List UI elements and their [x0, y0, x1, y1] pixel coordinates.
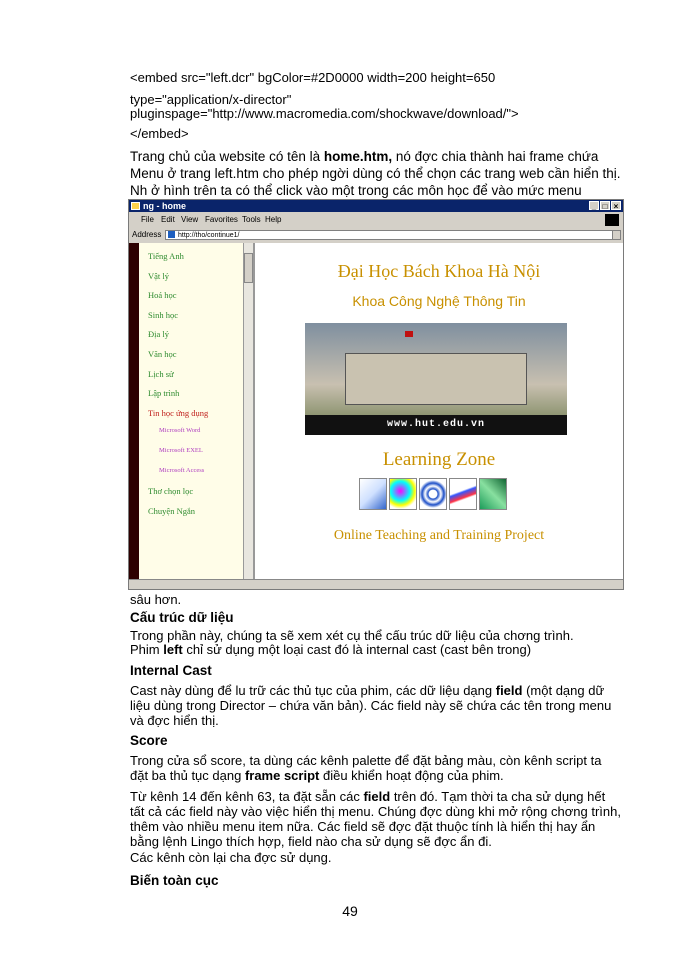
- sec3-paragraph-1: [130, 753, 622, 783]
- right-content-frame: [253, 243, 623, 580]
- address-url: http://tho/continue1/: [178, 232, 240, 239]
- intro-paragraph: [130, 148, 622, 199]
- nav-item[interactable]: Chuyện Ngắn: [148, 505, 195, 516]
- frame-dark-bar: [129, 243, 139, 580]
- browser-screenshot: [128, 199, 624, 590]
- sec3-p1-pre: Trong cửa sổ score, ta dùng các kênh palette để đặt bảng màu, còn kênh script ta đặt ba thủ tục dạng: [130, 753, 602, 783]
- page-number: 49: [342, 903, 358, 919]
- menu-tools: Tools: [242, 215, 261, 224]
- ie-icon: [131, 202, 140, 210]
- nav-item[interactable]: Tin học ứng dụng: [148, 407, 209, 418]
- browser-title: ng - home: [143, 201, 186, 211]
- sec1-line-1: Trong phần này, chúng ta sẽ xem xét cụ thể cấu trúc dữ liệu của chơng trình.: [130, 628, 574, 643]
- sec3-p1-post: điều khiển hoạt động của phim.: [319, 768, 504, 783]
- nav-item[interactable]: Văn học: [148, 349, 177, 359]
- maximize-icon: □: [600, 201, 610, 210]
- photo-url-caption: www.hut.edu.vn: [305, 415, 567, 435]
- menu-favorites: Favorites: [205, 215, 238, 224]
- nav-item[interactable]: Sinh học: [148, 309, 178, 320]
- learning-zone-title: Learning Zone: [382, 449, 496, 470]
- minimize-icon: _: [589, 201, 599, 210]
- chart-icon: [479, 478, 507, 510]
- browser-menubar: [129, 212, 623, 228]
- code-line-3: pluginspage="http://www.macromedia.com/shockwave/download/">: [130, 106, 519, 121]
- project-title: Online Teaching and Training Project: [333, 528, 545, 543]
- address-field: [165, 230, 613, 240]
- menu-view: View: [181, 215, 199, 224]
- address-bar: [129, 228, 623, 242]
- intro-text-post: nó đợc chia thành hai frame chứa Menu ở trang left.htm cho phép ngời dùng có thể chọn các trang web cần hiển thị. Nh ở hình trên ta có thể click vào một trong các môn học để vào mức menu: [130, 149, 621, 198]
- nav-item[interactable]: Địa lý: [148, 329, 170, 340]
- nav-item[interactable]: Microsoft Access: [159, 466, 205, 474]
- campus-photo: [305, 323, 567, 435]
- address-label: Address: [132, 230, 162, 239]
- scrollbar-thumb: [244, 253, 253, 283]
- after-figure-text: sâu hơn.: [130, 592, 182, 607]
- sec2-field-keyword: field: [495, 683, 523, 698]
- sec2-pre: Cast này dùng để lu trữ các thủ tục của phim, các dữ liệu dạng: [130, 683, 496, 698]
- sec1-line-2-post: chỉ sử dụng một loại cast đó là internal cast (cast bên trong): [182, 642, 532, 657]
- sec3-frame-script-keyword: frame script: [244, 768, 320, 783]
- menu-edit: Edit: [161, 215, 175, 224]
- browser-titlebar: [129, 200, 623, 212]
- sec2-paragraph: [130, 683, 622, 728]
- browser-statusbar: [129, 579, 623, 589]
- menu-help: Help: [265, 215, 282, 224]
- heading-data-structure: Cấu trúc dữ liệu: [130, 610, 234, 625]
- close-icon: ×: [611, 201, 621, 210]
- color-wheel-icon: [389, 478, 417, 510]
- atom-icon: [449, 478, 477, 510]
- sec1-left-keyword: left: [163, 642, 183, 657]
- left-scrollbar: [243, 243, 253, 580]
- address-dropdown-icon: [612, 230, 621, 240]
- nav-item[interactable]: Vật lý: [148, 270, 170, 281]
- building-shape: [345, 353, 527, 405]
- sec2-post: (một dạng dữ liệu dùng trong Director – chứa văn bản). Các field này sẽ chứa các tên trong menu và đợc hiển thị.: [130, 683, 612, 728]
- sec1-line-2: [130, 642, 622, 657]
- nav-item[interactable]: Lập trình: [148, 388, 180, 399]
- heading-internal-cast: Internal Cast: [130, 663, 212, 678]
- nav-item[interactable]: Lịch sử: [148, 368, 174, 379]
- heading-global-variables: Biến toàn cục: [130, 873, 219, 888]
- nav-item[interactable]: Hoá học: [148, 290, 177, 301]
- page-icon: [168, 231, 175, 238]
- code-line-1: <embed src="left.dcr" bgColor=#2D0000 width=200 height=650: [130, 70, 496, 85]
- sec3-paragraph-2: [130, 789, 622, 849]
- menu-file: File: [141, 215, 154, 224]
- nav-item[interactable]: Microsoft EXEL: [159, 447, 203, 454]
- faculty-title: Khoa Công Nghệ Thông Tin: [352, 293, 526, 309]
- nav-item[interactable]: Thơ chọn lọc: [148, 486, 194, 497]
- university-title: Đại Học Bách Khoa Hà Nội: [337, 261, 541, 281]
- code-line-4: </embed>: [130, 126, 189, 141]
- sec3-p2-pre: Từ kênh 14 đến kênh 63, ta đặt sẵn các: [130, 789, 364, 804]
- windows-logo-icon: [605, 214, 619, 226]
- snowflake-icon: [419, 478, 447, 510]
- intro-text-pre: Trang chủ của website có tên là: [130, 149, 324, 164]
- heading-score: Score: [130, 733, 168, 748]
- flag-shape: [405, 331, 413, 337]
- nav-item[interactable]: Microsoft Word: [159, 427, 201, 435]
- tool-icon: [359, 478, 387, 510]
- sec3-p2-post: trên đó. Tạm thời ta cha sử dụng hết tất cả các field này vào việc hiển thị menu. Chúng đợc dùng khi mở rộng chơng trình, thêm vào nhiều menu item nữa. Các field sẽ đợc đặt thuộc tính là hiển thị hay ẩn bằng lệnh Lingo thích hợp, field nào cha sử dụng sẽ đợc ẩn đi.: [130, 789, 621, 849]
- sec3-field-keyword: field: [363, 789, 391, 804]
- intro-filename: home.htm,: [323, 149, 393, 164]
- sec1-line-2-pre: Phim: [130, 642, 164, 657]
- left-menu-frame: [129, 243, 253, 580]
- nav-item[interactable]: Tiếng Anh: [148, 251, 184, 261]
- sec3-paragraph-3: Các kênh còn lại cha đợc sử dụng.: [130, 850, 332, 865]
- code-line-2: type="application/x-director": [130, 92, 292, 107]
